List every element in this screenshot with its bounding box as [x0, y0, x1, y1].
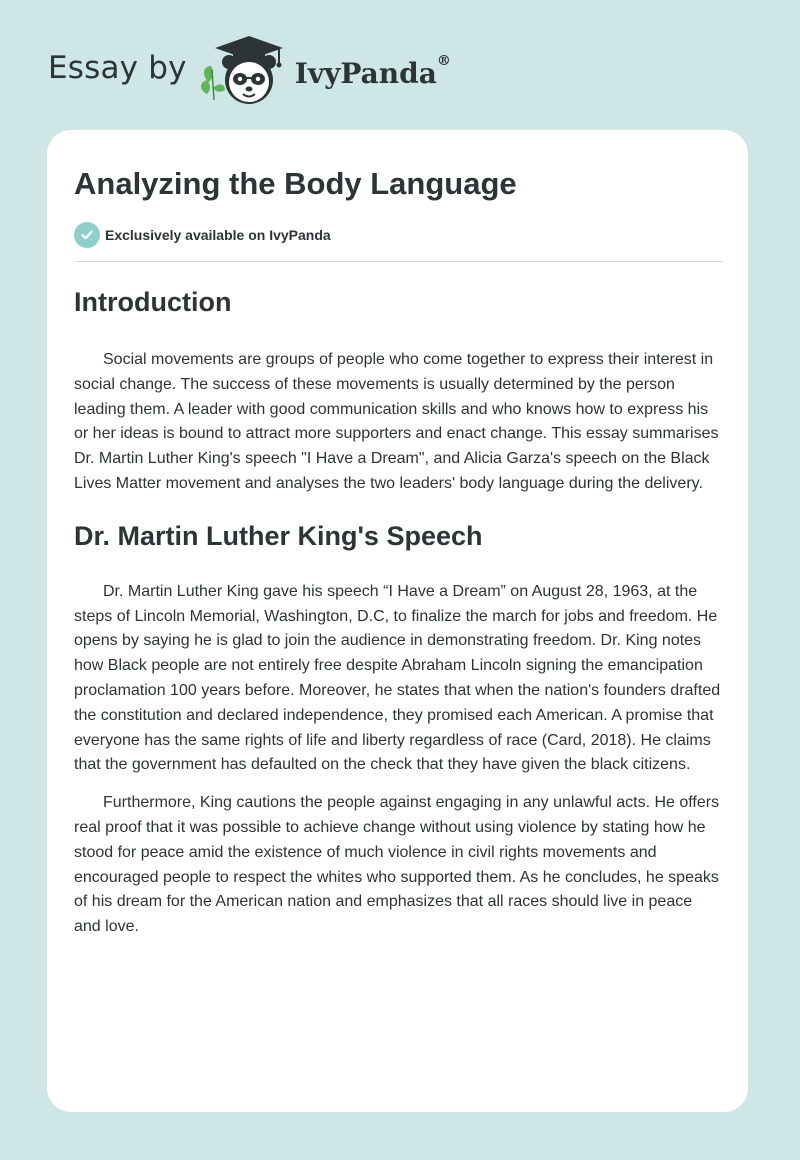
- registered-mark: ®: [436, 52, 451, 69]
- essay-card: [47, 130, 748, 1112]
- exclusive-badge: [74, 222, 331, 248]
- paragraph: Dr. Martin Luther King gave his speech “I Have a Dream” on August 28, 1963, at the steps of Lincoln Memorial, Washington, D.C, to finalize the march for jobs and freedom. He opens by saying he is glad to join the audience in demonstrating freedom. Dr. King notes how Black people are not entirely free despite Abraham Lincoln signing the emancipation proclamation 100 years before. Moreover, he states that when the nation's founders drafted the constitution and declared independence, they promised each American. A promise that everyone has the same rights of life and liberty regardless of race (Card, 2018). He claims that the government has defaulted on the check that they have given the black citizens.: [74, 582, 721, 774]
- panda-graduate-icon[interactable]: [199, 30, 291, 110]
- site-header: [48, 30, 451, 110]
- paragraph: Social movements are groups of people who come together to express their interest in social change. The success of these movements is usually determined by the person leading them. A leader with good communication skills and who knows how to express his or her ideas is bound to attract more supporters and enact change. This essay summarises Dr. Martin Luther King's speech "I Have a Dream", and Alicia Garza's speech on the Black Lives Matter movement and analyses the two leaders' body language during the delivery.: [74, 351, 719, 492]
- section-heading-mlk-speech: Dr. Martin Luther King's Speech: [74, 520, 483, 551]
- page-title: Analyzing the Body Language: [74, 166, 517, 201]
- title-divider: [74, 261, 723, 262]
- article-body: [74, 280, 723, 940]
- brand-name[interactable]: IvyPanda®: [294, 52, 451, 90]
- badge-text: Exclusively available on IvyPanda: [105, 227, 331, 243]
- paragraph: Furthermore, King cautions the people against engaging in any unlawful acts. He offers real proof that it was possible to achieve change without using violence by stating how he stood for peace amid the existence of much violence in civil rights movements and encouraged people to respect the whites who supported them. As he concludes, he speaks of his dream for the American nation and emphasizes that all races should live in peace and love.: [74, 794, 720, 936]
- section-heading-introduction: Introduction: [74, 287, 232, 317]
- essay-by-label: Essay by: [48, 50, 187, 86]
- check-circle-icon: [74, 222, 100, 248]
